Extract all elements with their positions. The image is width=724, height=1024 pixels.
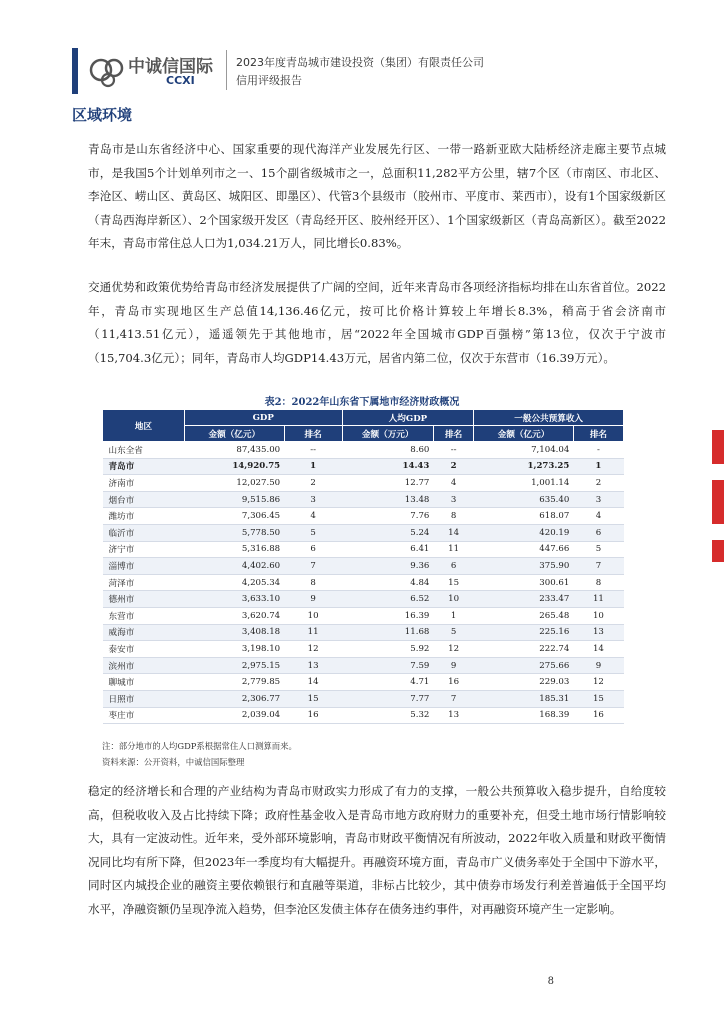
cell-budget-amount: 1,001.14 xyxy=(474,475,574,492)
paragraph-fiscal-environment: 稳定的经济增长和合理的产业结构为青岛市财政实力形成了有力的支撑，一般公共预算收入稳步提升，自给度较高，但税收收入及占比持续下降；政府性基金收入是青岛市地方政府财力的重要补充，但受土地市场行情影响较大，具有一定波动性。近年来，受外部环境影响，青岛市财政平衡情况有所波动，2022年收入质量和财政平衡情况同比均有所下降，但2023年一季度均有大幅提升。再融资环境方面，青岛市广义债务率处于全国中下游水平，同时区内城投企业的融资主要依赖银行和直融等渠道，非标占比较少，其中债券市场发行利差普遍低于全国平均水平，净融资额仍呈现净流入趋势，但李沧区发债主体存在债务违约事件，对再融资环境产生一定影响。 xyxy=(88,784,666,916)
paragraph-city-overview: 青岛市是山东省经济中心、国家重要的现代海洋产业发展先行区、一带一路新亚欧大陆桥经济走廊主要节点城市，是我国5个计划单列市之一、15个副省级城市之一，总面积11,282平方公里，辖7个区（市南区、市北区、李沧区、崂山区、黄岛区、城阳区、即墨区）、代管3个县级市（胶州市、平度市、莱西市），设有1个国家级新区（青岛西海岸新区）、2个国家级开发区（青岛经开区、胶州经开区）、1个国家级新区（青岛高新区）。截至2022年末，青岛市常住总人口为1,034.21万人，同比增长0.83%。 xyxy=(88,142,666,251)
header-gdp-amount: 金额（亿元） xyxy=(184,426,284,442)
cell-pc-rank: 14 xyxy=(433,524,473,541)
cell-region: 烟台市 xyxy=(103,491,185,508)
cell-gdp-rank: 3 xyxy=(284,491,342,508)
cell-pc-rank: 2 xyxy=(433,458,473,475)
cell-budget-amount: 300.61 xyxy=(474,574,574,591)
cell-region: 菏泽市 xyxy=(103,574,185,591)
cell-gdp-rank: 5 xyxy=(284,524,342,541)
cell-budget-rank: 1 xyxy=(573,458,623,475)
table-note: 注：部分地市的人均GDP系根据常住人口测算而来。 xyxy=(102,741,297,751)
cell-gdp-rank: 10 xyxy=(284,607,342,624)
cell-budget-amount: 618.07 xyxy=(474,508,574,525)
cell-pc-rank: 3 xyxy=(433,491,473,508)
cell-gdp-rank: 15 xyxy=(284,690,342,707)
cell-pc-amount: 6.41 xyxy=(342,541,433,558)
table-row xyxy=(103,607,624,624)
cell-region: 济南市 xyxy=(103,475,185,492)
cell-budget-amount: 7,104.04 xyxy=(474,442,574,459)
cell-budget-rank: - xyxy=(573,442,623,459)
cell-gdp-amount: 9,515.86 xyxy=(184,491,284,508)
cell-gdp-amount: 3,620.74 xyxy=(184,607,284,624)
section-title: 区域环境 xyxy=(72,106,133,124)
cell-pc-amount: 12.77 xyxy=(342,475,433,492)
cell-budget-amount: 375.90 xyxy=(474,558,574,575)
cell-pc-rank: 8 xyxy=(433,508,473,525)
cell-pc-rank: -- xyxy=(433,442,473,459)
cell-budget-rank: 14 xyxy=(573,641,623,658)
cell-budget-amount: 635.40 xyxy=(474,491,574,508)
cell-pc-rank: 9 xyxy=(433,657,473,674)
cell-region: 聊城市 xyxy=(103,674,185,691)
cell-gdp-rank: 4 xyxy=(284,508,342,525)
table-row xyxy=(103,641,624,658)
company-name: 2023年度青岛城市建设投资（集团）有限责任公司 xyxy=(236,56,484,69)
cell-gdp-rank: 12 xyxy=(284,641,342,658)
table-row xyxy=(103,541,624,558)
cell-gdp-amount: 12,027.50 xyxy=(184,475,284,492)
cell-gdp-amount: 3,198.10 xyxy=(184,641,284,658)
cell-budget-rank: 9 xyxy=(573,657,623,674)
table-row xyxy=(103,657,624,674)
cell-pc-amount: 11.68 xyxy=(342,624,433,641)
page-number: 8 xyxy=(547,976,554,987)
logo-mark-icon xyxy=(88,50,128,90)
header-gdp-rank: 排名 xyxy=(284,426,342,442)
cell-budget-rank: 13 xyxy=(573,624,623,641)
cell-pc-amount: 13.48 xyxy=(342,491,433,508)
cell-gdp-rank: 9 xyxy=(284,591,342,608)
cell-pc-rank: 12 xyxy=(433,641,473,658)
cell-gdp-amount: 5,778.50 xyxy=(184,524,284,541)
cell-gdp-amount: 4,402.60 xyxy=(184,558,284,575)
cell-gdp-rank: 6 xyxy=(284,541,342,558)
table-source: 资料来源：公开资料，中诚信国际整理 xyxy=(102,757,245,767)
cell-region: 枣庄市 xyxy=(103,707,185,724)
cell-pc-amount: 5.32 xyxy=(342,707,433,724)
cell-budget-rank: 8 xyxy=(573,574,623,591)
cell-budget-amount: 275.66 xyxy=(474,657,574,674)
cell-budget-amount: 225.16 xyxy=(474,624,574,641)
table-body xyxy=(103,442,624,724)
cell-budget-rank: 10 xyxy=(573,607,623,624)
table-row xyxy=(103,442,624,459)
cell-budget-rank: 3 xyxy=(573,491,623,508)
table-row xyxy=(103,674,624,691)
cell-gdp-rank: 13 xyxy=(284,657,342,674)
cell-region: 济宁市 xyxy=(103,541,185,558)
header-pc-rank: 排名 xyxy=(433,426,473,442)
cell-gdp-rank: 2 xyxy=(284,475,342,492)
cell-pc-amount: 4.84 xyxy=(342,574,433,591)
table-row xyxy=(103,574,624,591)
cell-budget-amount: 420.19 xyxy=(474,524,574,541)
cell-gdp-amount: 2,975.15 xyxy=(184,657,284,674)
table-title: 表2：2022年山东省下属地市经济财政概况 xyxy=(264,397,460,408)
cell-gdp-rank: 11 xyxy=(284,624,342,641)
cell-gdp-rank: 16 xyxy=(284,707,342,724)
cell-gdp-rank: 1 xyxy=(284,458,342,475)
cell-region: 泰安市 xyxy=(103,641,185,658)
cell-budget-amount: 265.48 xyxy=(474,607,574,624)
cell-pc-amount: 8.60 xyxy=(342,442,433,459)
cell-pc-amount: 5.24 xyxy=(342,524,433,541)
cell-budget-amount: 233.47 xyxy=(474,591,574,608)
table-row xyxy=(103,591,624,608)
table-row xyxy=(103,524,624,541)
cell-budget-amount: 1,273.25 xyxy=(474,458,574,475)
cell-pc-amount: 9.36 xyxy=(342,558,433,575)
cell-region: 德州市 xyxy=(103,591,185,608)
cell-region: 东营市 xyxy=(103,607,185,624)
cell-region: 滨州市 xyxy=(103,657,185,674)
cell-pc-rank: 16 xyxy=(433,674,473,691)
cell-gdp-amount: 87,435.00 xyxy=(184,442,284,459)
cell-gdp-rank: -- xyxy=(284,442,342,459)
cell-budget-rank: 11 xyxy=(573,591,623,608)
report-type: 信用评级报告 xyxy=(236,74,302,87)
cell-gdp-amount: 5,316.88 xyxy=(184,541,284,558)
paragraph-economic-advantage: 交通优势和政策优势给青岛市经济发展提供了广阔的空间，近年来青岛市各项经济指标均排在山东省首位。2022年，青岛市实现地区生产总值14,136.46亿元，按可比价格计算较上年增长8.3%，稍高于省会济南市（11,413.51亿元），遥遥领先于其他地市，居“2022年全国城市GDP百强榜”第13位，仅次于宁波市（15,704.3亿元）；同年，青岛市人均GDP14.43万元，居省内第二位，仅次于东营市（16.39万元）。 xyxy=(88,280,666,365)
cell-pc-rank: 4 xyxy=(433,475,473,492)
cell-gdp-amount: 3,633.10 xyxy=(184,591,284,608)
cell-budget-rank: 4 xyxy=(573,508,623,525)
table-row xyxy=(103,707,624,724)
cell-region: 淄博市 xyxy=(103,558,185,575)
header-divider xyxy=(226,50,227,90)
cell-region: 威海市 xyxy=(103,624,185,641)
cell-region: 潍坊市 xyxy=(103,508,185,525)
header-region: 地区 xyxy=(103,410,185,442)
cell-gdp-amount: 2,779.85 xyxy=(184,674,284,691)
cell-pc-rank: 13 xyxy=(433,707,473,724)
cell-region: 日照市 xyxy=(103,690,185,707)
cell-budget-rank: 2 xyxy=(573,475,623,492)
cell-budget-amount: 222.74 xyxy=(474,641,574,658)
cell-pc-amount: 7.76 xyxy=(342,508,433,525)
table-row xyxy=(103,458,624,475)
header-budget-amount: 金额（亿元） xyxy=(474,426,574,442)
table-row xyxy=(103,508,624,525)
logo-english-text: CCXI xyxy=(166,74,195,87)
header-accent-bar xyxy=(72,48,78,94)
table-row xyxy=(103,624,624,641)
economy-finance-table xyxy=(102,409,624,724)
cell-budget-amount: 229.03 xyxy=(474,674,574,691)
cell-budget-amount: 185.31 xyxy=(474,690,574,707)
header-per-capita-gdp: 人均GDP xyxy=(342,410,474,426)
cell-pc-rank: 15 xyxy=(433,574,473,591)
cell-region: 山东全省 xyxy=(103,442,185,459)
cell-gdp-amount: 4,205.34 xyxy=(184,574,284,591)
seal-stamp-fragment xyxy=(712,430,724,464)
cell-pc-rank: 7 xyxy=(433,690,473,707)
header-pc-amount: 金额（万元） xyxy=(342,426,433,442)
seal-stamp-fragment xyxy=(712,480,724,524)
cell-gdp-amount: 2,306.77 xyxy=(184,690,284,707)
cell-gdp-rank: 14 xyxy=(284,674,342,691)
cell-budget-rank: 16 xyxy=(573,707,623,724)
header-budget-revenue: 一般公共预算收入 xyxy=(474,410,624,426)
cell-budget-rank: 12 xyxy=(573,674,623,691)
cell-pc-rank: 10 xyxy=(433,591,473,608)
cell-budget-amount: 168.39 xyxy=(474,707,574,724)
cell-budget-rank: 7 xyxy=(573,558,623,575)
cell-pc-amount: 4.71 xyxy=(342,674,433,691)
cell-pc-amount: 7.77 xyxy=(342,690,433,707)
cell-budget-rank: 6 xyxy=(573,524,623,541)
cell-gdp-rank: 8 xyxy=(284,574,342,591)
table-row xyxy=(103,491,624,508)
seal-stamp-fragment xyxy=(712,540,724,562)
cell-gdp-amount: 3,408.18 xyxy=(184,624,284,641)
cell-region: 临沂市 xyxy=(103,524,185,541)
table-row xyxy=(103,690,624,707)
cell-gdp-amount: 14,920.75 xyxy=(184,458,284,475)
cell-pc-rank: 6 xyxy=(433,558,473,575)
header-gdp: GDP xyxy=(184,410,342,426)
cell-gdp-amount: 2,039.04 xyxy=(184,707,284,724)
cell-pc-rank: 1 xyxy=(433,607,473,624)
cell-budget-amount: 447.66 xyxy=(474,541,574,558)
cell-pc-amount: 6.52 xyxy=(342,591,433,608)
logo-chinese-text: 中诚信国际 xyxy=(128,57,213,77)
header-budget-rank: 排名 xyxy=(573,426,623,442)
cell-gdp-rank: 7 xyxy=(284,558,342,575)
report-header xyxy=(236,54,484,90)
cell-budget-rank: 15 xyxy=(573,690,623,707)
cell-pc-amount: 7.59 xyxy=(342,657,433,674)
cell-budget-rank: 5 xyxy=(573,541,623,558)
cell-pc-amount: 14.43 xyxy=(342,458,433,475)
cell-pc-amount: 5.92 xyxy=(342,641,433,658)
cell-pc-amount: 16.39 xyxy=(342,607,433,624)
table-row xyxy=(103,475,624,492)
ccxi-logo xyxy=(88,50,218,90)
cell-gdp-amount: 7,306.45 xyxy=(184,508,284,525)
table-row xyxy=(103,558,624,575)
cell-pc-rank: 5 xyxy=(433,624,473,641)
cell-pc-rank: 11 xyxy=(433,541,473,558)
cell-region: 青岛市 xyxy=(103,458,185,475)
